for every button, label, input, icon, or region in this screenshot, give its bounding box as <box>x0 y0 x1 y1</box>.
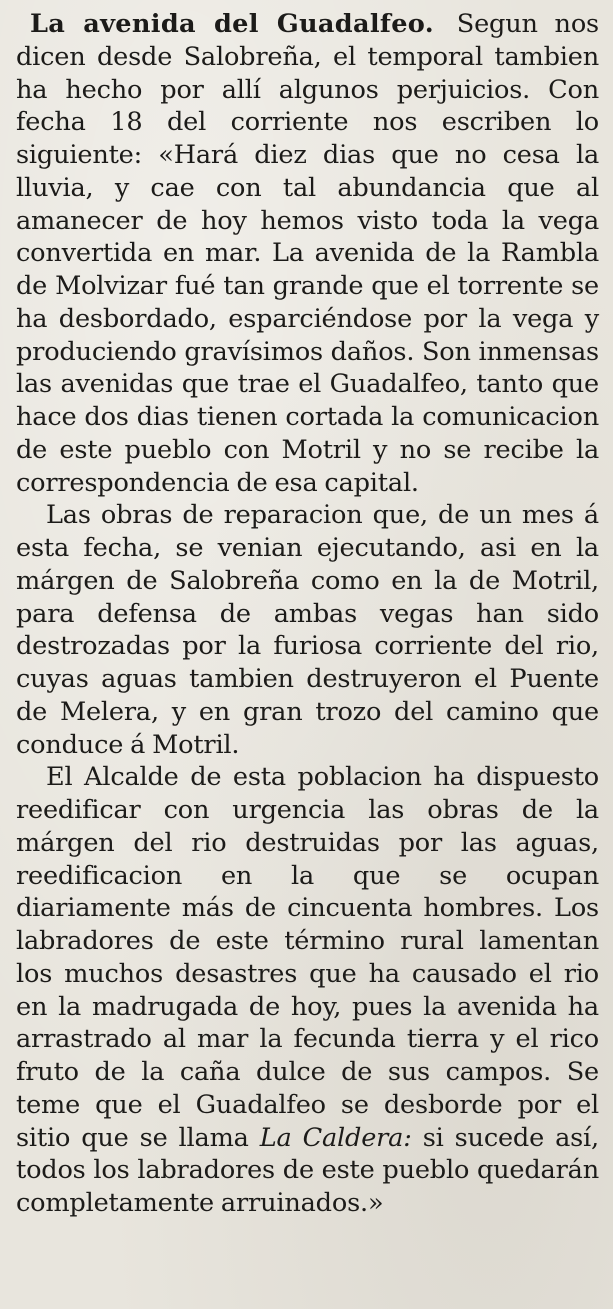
paragraph-3-text-end: si sucede así, todos los labradores de este pueblo quedarán completamente arruinados.» <box>16 1122 599 1218</box>
paragraph-1-text: Segun nos dicen desde Salobreña, el temporal tambien ha hecho por allí algunos perjuicios. Con fecha 18 del corriente nos escriben lo siguiente: «Hará diez dias que no cesa la lluvia, y cae con tal abundancia que al amanecer de hoy hemos visto toda la vega convertida en mar. La avenida de la Rambla de Molvizar fué tan grande que el torrente se ha desbordado, esparciéndose por la vega y produciendo gravísimos daños. Son inmensas las avenidas que trae el Guadalfeo, tanto que hace dos dias tienen cortada la comunicacion de este pueblo con Motril y no se recibe la correspondencia de esa capital. <box>16 9 599 498</box>
paragraph-2: Las obras de reparacion que, de un mes á esta fecha, se venian ejecutando, asi en la márgen de Salobreña como en la de Motril, para defensa de ambas vegas han sido destrozadas por la furiosa corriente del rio, cuyas aguas tambien destruyeron el Puente de Melera, y en gran trozo del camino que conduce á Motril. <box>16 500 599 760</box>
paragraph-1 <box>16 8 599 499</box>
place-name-italic: La Caldera: <box>259 1122 412 1153</box>
paragraph-3-text-start: El Alcalde de esta poblacion ha dispuesto reedificar con urgencia las obras de la márgen del rio destruidas por las aguas, reedificacion en la que se ocupan diariamente más de cincuenta hombres. Los labradores de este término rural lamentan los muchos desastres que ha causado el rio en la madrugada de hoy, pues la avenida ha arrastrado al mar la fecunda tierra y el rico fruto de la caña dulce de sus campos. Se teme que el Guadalfeo se desborde por el sitio que se llama <box>16 762 599 1153</box>
paragraph-3 <box>16 761 599 1220</box>
article-headline: La avenida del Guadalfeo. <box>30 9 434 39</box>
